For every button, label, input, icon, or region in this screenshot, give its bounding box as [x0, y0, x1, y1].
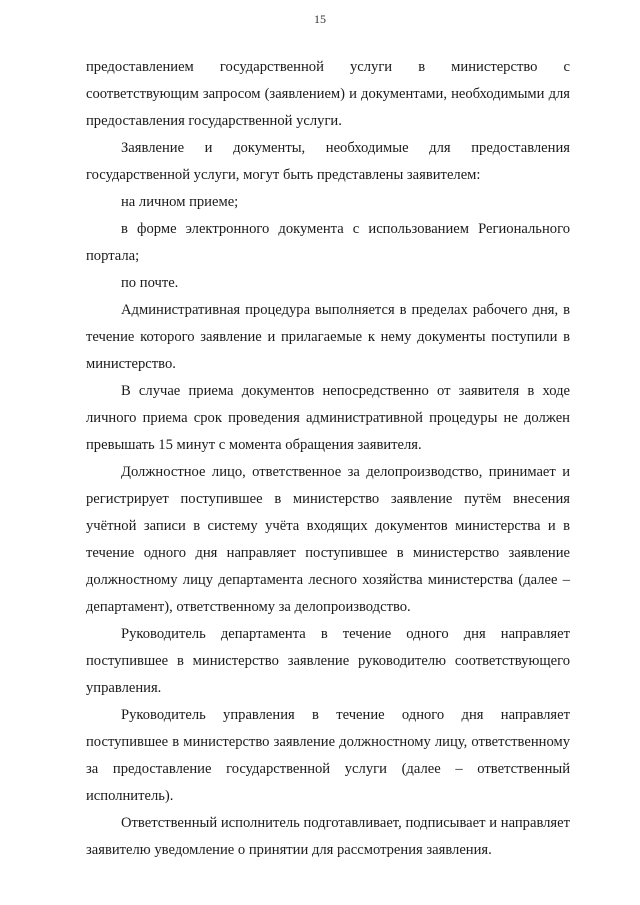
- list-item-mail: по почте.: [121, 275, 179, 291]
- paragraph-submission-methods: Заявление и документы, необходимые для предоставления государственной услуги, могут быть представлены заявителем:: [86, 140, 570, 183]
- page-number: 15: [314, 12, 326, 26]
- list-item-in-person: на личном приеме;: [121, 194, 239, 210]
- paragraph-registration: Должностное лицо, ответственное за делопроизводство, принимает и регистрирует поступившее в министерство заявление путём внесения учётной записи в систему учёта входящих документов министерства и в течение одного дня направляет поступившее в министерство заявление должностному лицу департамента лесного хозяйства министерства (далее – департамент), ответственному за делопроизводство.: [86, 464, 570, 615]
- document-body: [86, 54, 570, 864]
- paragraph-division-head: Руководитель управления в течение одного дня направляет поступившее в министерство заявление должностному лицу, ответственному за предоставление государственной услуги (далее – ответственный исполнитель).: [86, 707, 570, 804]
- paragraph-department-head: Руководитель департамента в течение одного дня направляет поступившее в министерство заявление руководителю соответствующего управления.: [86, 626, 570, 696]
- paragraph-executor: Ответственный исполнитель подготавливает, подписывает и направляет заявителю уведомление о принятии для рассмотрения заявления.: [86, 815, 570, 858]
- paragraph-working-day: Административная процедура выполняется в пределах рабочего дня, в течение которого заявление и прилагаемые к нему документы поступили в министерство.: [86, 302, 570, 372]
- list-item-electronic: в форме электронного документа с использованием Регионального портала;: [86, 221, 570, 264]
- paragraph-continuation: предоставлением государственной услуги в министерство с соответствующим запросом (заявлением) и документами, необходимыми для предоставления государственной услуги.: [86, 59, 570, 129]
- paragraph-15-minutes: В случае приема документов непосредственно от заявителя в ходе личного приема срок проведения административной процедуры не должен превышать 15 минут с момента обращения заявителя.: [86, 383, 570, 453]
